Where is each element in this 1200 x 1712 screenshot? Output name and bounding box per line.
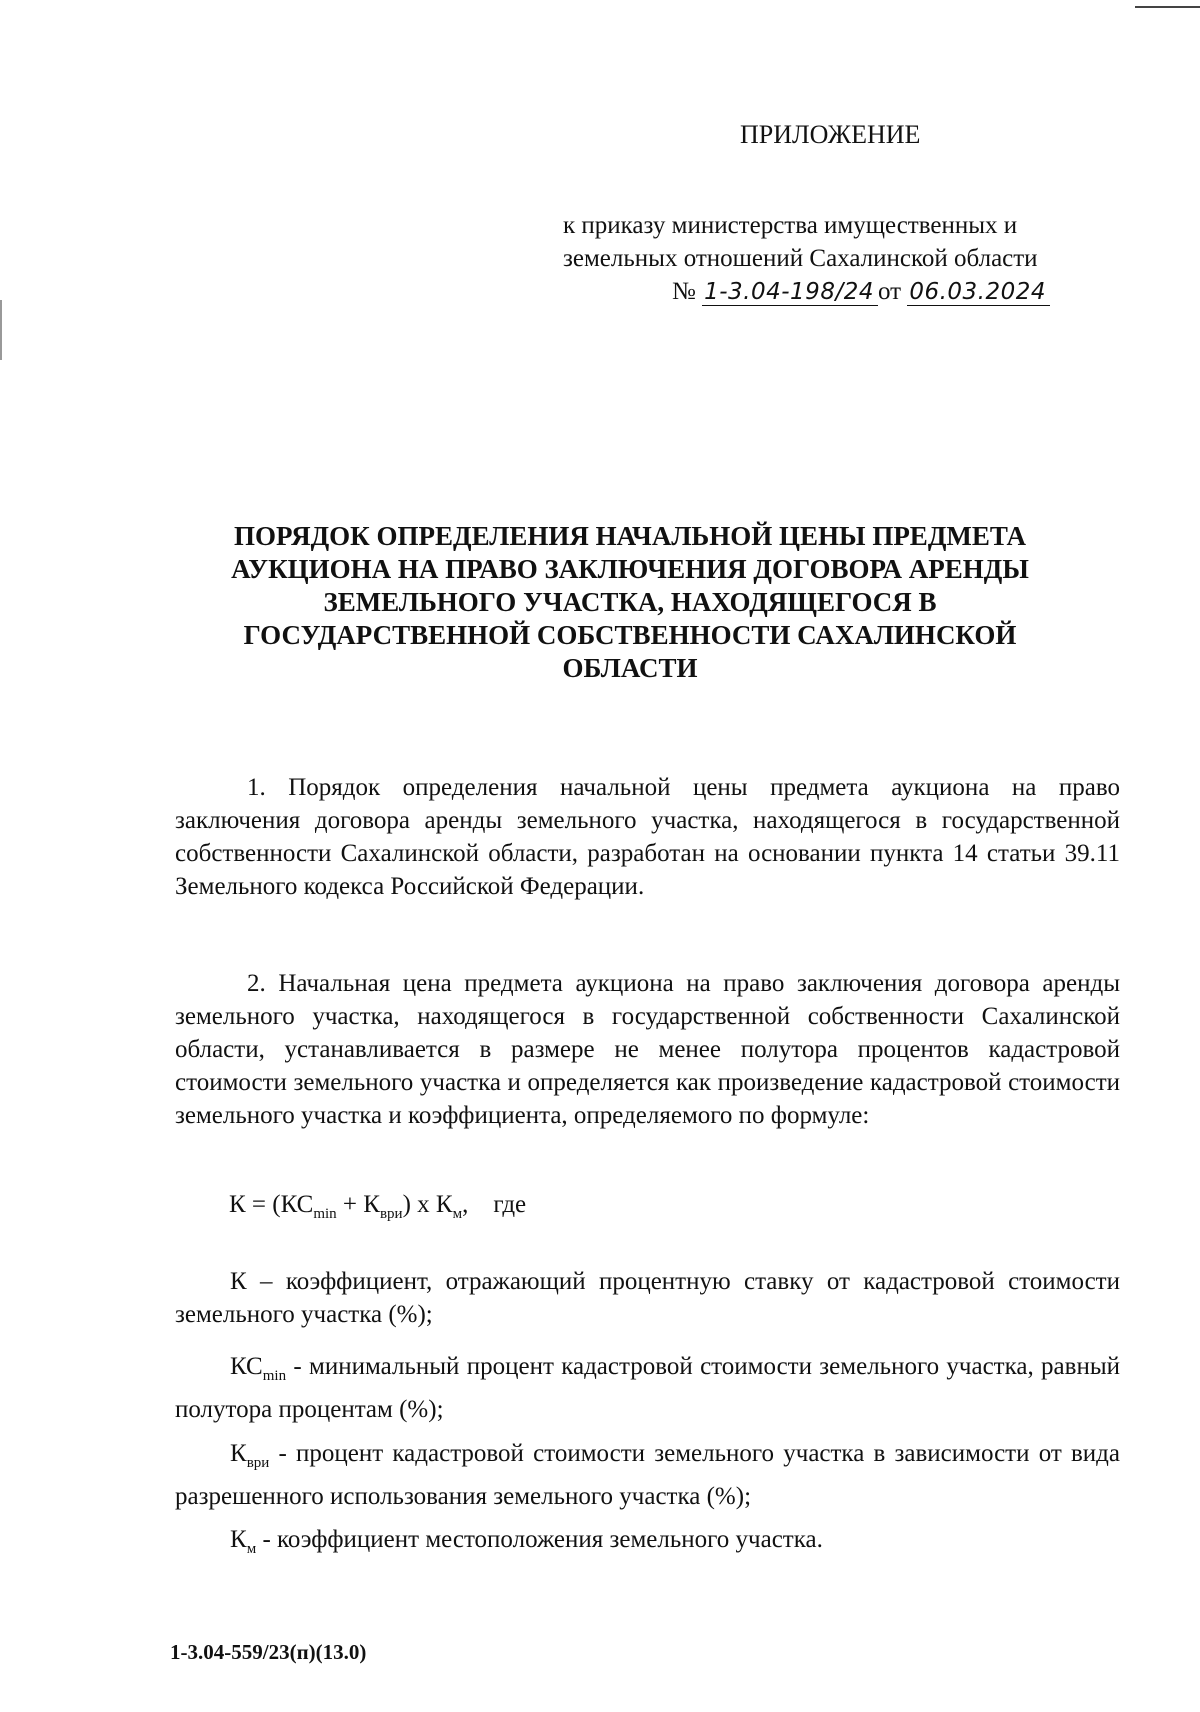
definition-k-m: $К_м$ - коэффициент местоположения земельного участка. <box>230 1526 823 1557</box>
title-line: ОБЛАСТИ <box>562 653 698 683</box>
title-line: ЗЕМЕЛЬНОГО УЧАСТКА, НАХОДЯЩЕГОСЯ В <box>323 587 937 617</box>
title-line: АУКЦИОНА НА ПРАВО ЗАКЛЮЧЕНИЯ ДОГОВОРА АРЕНДЫ <box>231 554 1029 584</box>
order-reference-line-2: земельных отношений Сахалинской области <box>563 245 1038 272</box>
title-line: ГОСУДАРСТВЕННОЙ СОБСТВЕННОСТИ САХАЛИНСКОЙ <box>243 620 1017 650</box>
footer-code: 1-3.04-559/23(п)(13.0) <box>170 1640 367 1664</box>
order-reference-line-1: к приказу министерства имущественных и <box>563 212 1018 239</box>
scan-edge-top-right <box>1135 6 1200 8</box>
number-label: № <box>672 278 696 305</box>
definition-k-vri: $К_{ври}$ - процент кадастровой стоимости земельного участка в зависимости от вида разрешенного использования земельного участка (%); <box>175 1440 1120 1510</box>
scan-edge-left <box>0 300 2 360</box>
paragraph-2: 2. Начальная цена предмета аукциона на право заключения договора аренды земельного участка, находящегося в государственной собственности Сахалинской области, устанавливается в размере не менее полутора процентов кадастровой стоимости земельного участка и определяется как произведение кадастровой стоимости земельного участка и коэффициента, определяемого по формуле: <box>175 970 1120 1129</box>
document-title <box>150 520 1110 685</box>
order-number-date-line <box>672 278 1050 306</box>
definition-k: К – коэффициент, отражающий процентную ставку от кадастровой стоимости земельного участка (%); <box>175 1268 1120 1328</box>
order-number: 1-3.04-198/24 <box>702 279 878 306</box>
formula: $К = (КС_{min} + К_{ври})$ х $К_м$, где <box>229 1191 527 1222</box>
from-label: от <box>877 278 902 305</box>
title-line: ПОРЯДОК ОПРЕДЕЛЕНИЯ НАЧАЛЬНОЙ ЦЕНЫ ПРЕДМЕТА <box>233 521 1027 551</box>
order-date: 06.03.2024 <box>907 279 1050 306</box>
paragraph-1: 1. Порядок определения начальной цены предмета аукциона на право заключения договора аренды земельного участка, находящегося в государственной собственности Сахалинской области, разработан на основании пункта 14 статьи 39.11 Земельного кодекса Российской Федерации. <box>175 774 1120 900</box>
appendix-title: ПРИЛОЖЕНИЕ <box>740 120 921 149</box>
definition-ks-min: $КС_{min}$ - минимальный процент кадастровой стоимости земельного участка, равный полутора процентам (%); <box>175 1353 1120 1423</box>
